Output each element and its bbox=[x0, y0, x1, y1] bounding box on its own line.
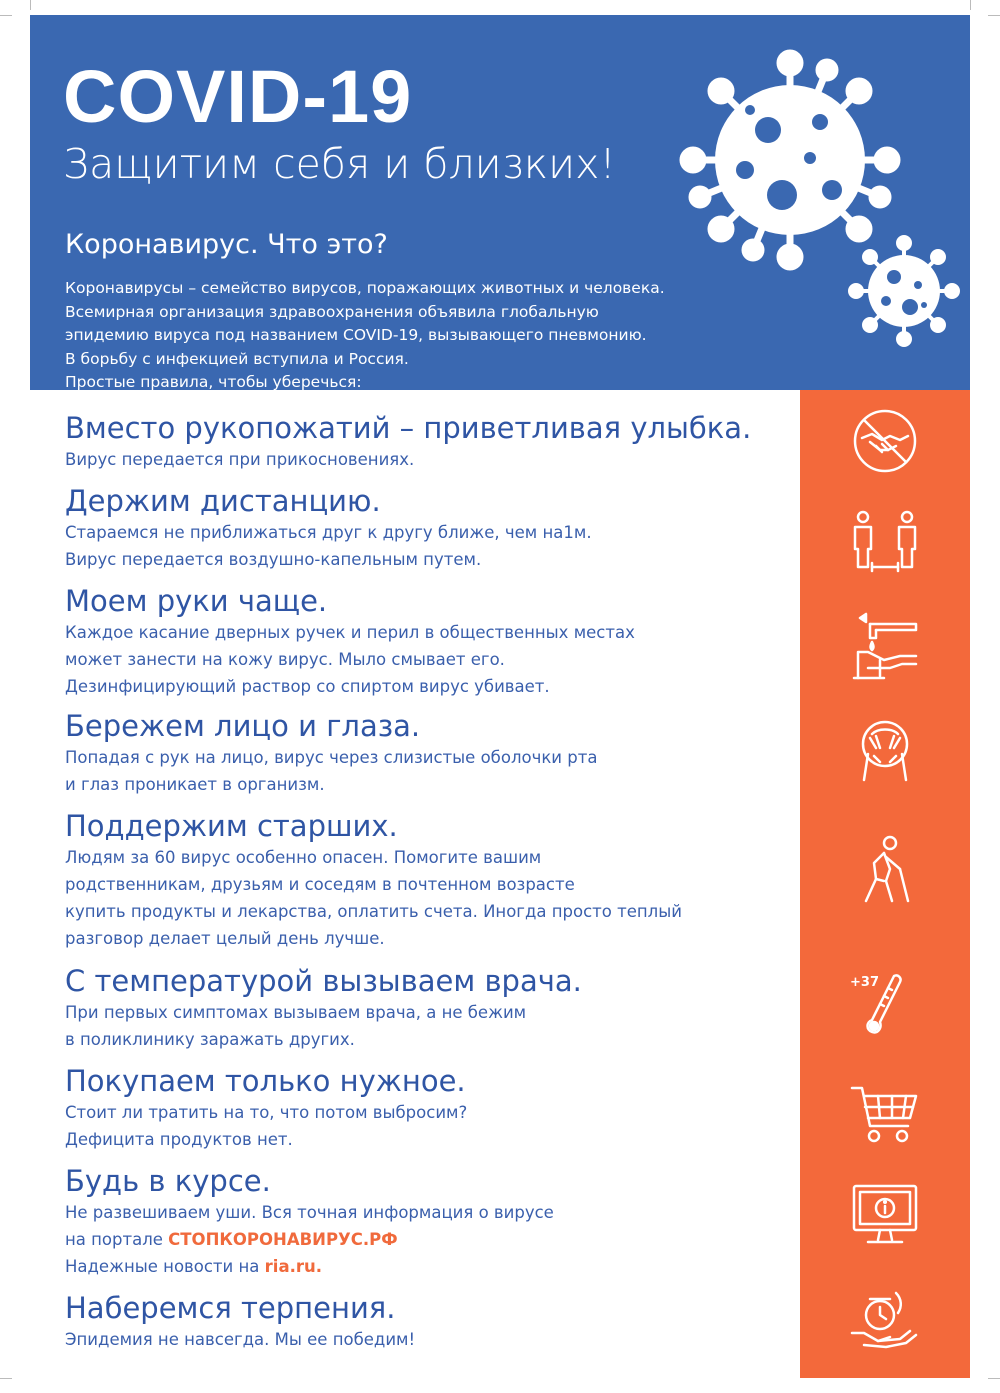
thermometer-label: +37 bbox=[850, 975, 879, 990]
rule-text: может занести на кожу вирус. Мыло смывает его. bbox=[65, 650, 505, 669]
rule-text-prefix: на портале bbox=[65, 1230, 169, 1249]
intro-line: В борьбу с инфекцией вступила и Россия. bbox=[65, 349, 409, 368]
rule-text: Стараемся не приближаться друг к другу ближе, чем на1м. bbox=[65, 523, 592, 542]
rule-item bbox=[65, 583, 805, 700]
rule-heading: Держим дистанцию. bbox=[65, 484, 381, 518]
rule-text: Не развешиваем уши. Вся точная информация о вирусе bbox=[65, 1203, 554, 1222]
crop-mark bbox=[970, 0, 971, 10]
rule-item bbox=[65, 963, 805, 1053]
rule-text: разговор делает целый день лучше. bbox=[65, 929, 385, 948]
rule-item bbox=[65, 808, 805, 952]
page-subtitle: Защитим себя и близких! bbox=[63, 140, 616, 188]
rule-heading: Будь в курсе. bbox=[65, 1164, 271, 1198]
rule-item bbox=[65, 1163, 805, 1280]
shopping-cart-icon bbox=[850, 1080, 920, 1150]
no-handshake-icon bbox=[850, 406, 920, 476]
rule-heading: Бережем лицо и глаза. bbox=[65, 709, 421, 743]
rule-text-prefix: Надежные новости на bbox=[65, 1257, 265, 1276]
rule-text: Эпидемия не навсегда. Мы ее победим! bbox=[65, 1330, 416, 1349]
rule-text: Попадая с рук на лицо, вирус через слизистые оболочки рта bbox=[65, 748, 598, 767]
small-virus-icon bbox=[848, 235, 960, 347]
intro-line: Всемирная организация здравоохранения объявила глобальную bbox=[65, 302, 599, 321]
rule-text: Вирус передается воздушно-капельным путем. bbox=[65, 550, 482, 569]
rule-text: Каждое касание дверных ручек и перил в общественных местах bbox=[65, 623, 635, 642]
page-title: COVID-19 bbox=[63, 55, 413, 138]
rule-text: Дезинфицирующий раствор со спиртом вирус убивает. bbox=[65, 677, 550, 696]
rule-item bbox=[65, 1290, 805, 1353]
rule-text: родственникам, друзьям и соседям в почтенном возрасте bbox=[65, 875, 575, 894]
rule-text: Дефицита продуктов нет. bbox=[65, 1130, 293, 1149]
rules-list bbox=[30, 390, 800, 1378]
rule-heading: Поддержим старших. bbox=[65, 809, 398, 843]
rule-heading: Вместо рукопожатий – приветливая улыбка. bbox=[65, 411, 752, 445]
rule-heading: Наберемся терпения. bbox=[65, 1291, 396, 1325]
rule-text: купить продукты и лекарства, оплатить счета. Иногда просто теплый bbox=[65, 902, 682, 921]
rule-text: и глаз проникает в организм. bbox=[65, 775, 325, 794]
hand-washing-icon bbox=[850, 612, 920, 682]
intro-text bbox=[65, 277, 765, 390]
icon-sidebar bbox=[800, 390, 970, 1378]
rule-text bbox=[65, 1253, 805, 1280]
elderly-person-icon bbox=[850, 835, 920, 905]
rule-text: При первых симптомах вызываем врача, а не бежим bbox=[65, 1003, 527, 1022]
intro-line: эпидемию вируса под названием COVID-19, вызывающего пневмонию. bbox=[65, 326, 647, 344]
rule-text: Стоит ли тратить на то, что потом выбросим? bbox=[65, 1103, 468, 1122]
rule-item bbox=[65, 708, 805, 798]
rule-item bbox=[65, 410, 805, 473]
patience-clock-icon bbox=[850, 1285, 920, 1355]
crop-mark bbox=[0, 1378, 12, 1379]
info-monitor-icon bbox=[850, 1182, 920, 1252]
rule-item bbox=[65, 1063, 805, 1153]
rule-text: Людям за 60 вирус особенно опасен. Помогите вашим bbox=[65, 848, 542, 867]
crop-mark bbox=[30, 0, 31, 10]
rule-item bbox=[65, 483, 805, 573]
distance-people-icon bbox=[850, 505, 920, 575]
rule-text bbox=[65, 1226, 805, 1253]
news-link[interactable]: ria.ru. bbox=[264, 1257, 323, 1276]
section-question: Коронавирус. Что это? bbox=[65, 229, 388, 260]
crop-mark bbox=[0, 15, 12, 16]
rule-heading: Покупаем только нужное. bbox=[65, 1064, 466, 1098]
header-banner bbox=[30, 15, 970, 390]
thermometer-icon bbox=[850, 970, 920, 1040]
rule-text: в поликлинику заражать других. bbox=[65, 1030, 355, 1049]
portal-link[interactable]: СТОПКОРОНАВИРУС.РФ bbox=[168, 1230, 398, 1249]
crop-mark bbox=[988, 1378, 1000, 1379]
face-touch-icon bbox=[850, 714, 920, 784]
rule-heading: Моем руки чаще. bbox=[65, 584, 328, 618]
crop-mark bbox=[988, 15, 1000, 16]
intro-line: Коронавирусы – семейство вирусов, поражающих животных и человека. bbox=[65, 279, 665, 297]
rule-text: Вирус передается при прикосновениях. bbox=[65, 450, 415, 469]
intro-line: Простые правила, чтобы уберечься: bbox=[65, 373, 362, 390]
rule-heading: С температурой вызываем врача. bbox=[65, 964, 582, 998]
